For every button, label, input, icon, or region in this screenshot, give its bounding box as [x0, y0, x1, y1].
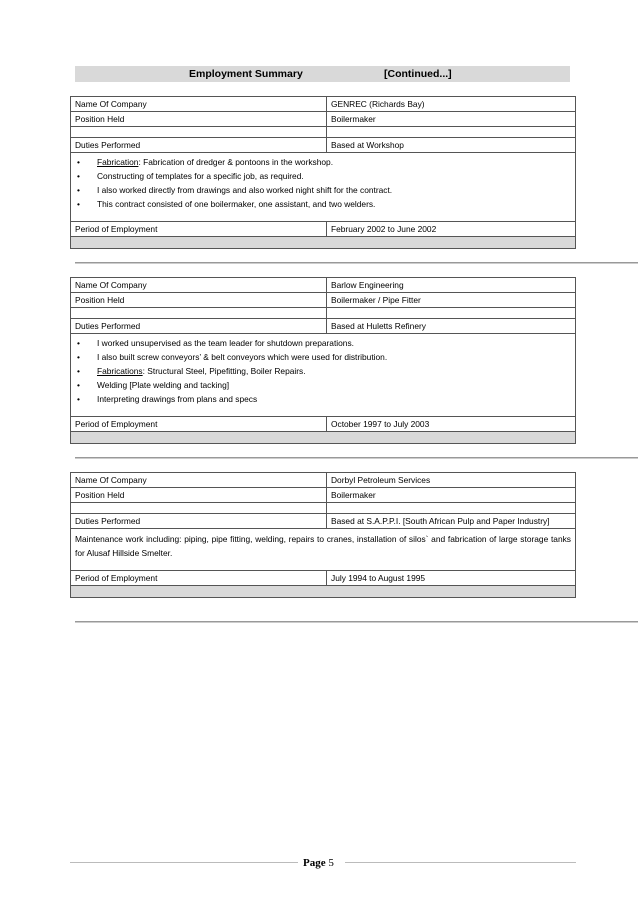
table-row-shaded	[71, 432, 576, 444]
list-item: • Interpreting drawings from plans and specs	[77, 394, 258, 404]
position-value: Boilermaker / Pipe Fitter	[327, 293, 576, 308]
duties-row	[71, 153, 576, 222]
continued-label: [Continued...]	[384, 68, 452, 80]
position-label: Position Held	[71, 112, 327, 127]
list-item: • Fabrications: Structural Steel, Pipefitting, Boiler Repairs.	[77, 366, 306, 376]
list-item: • Fabrication: Fabrication of dredger & pontoons in the workshop.	[77, 157, 334, 167]
table-row	[71, 222, 576, 237]
company-value: Barlow Engineering	[327, 278, 576, 293]
table-row	[71, 473, 576, 488]
duties-list-cell	[71, 334, 576, 417]
period-value: July 1994 to August 1995	[327, 571, 576, 586]
duties-location: Based at Huletts Refinery	[327, 319, 576, 334]
company-label: Name Of Company	[71, 97, 327, 112]
section-divider	[75, 621, 638, 623]
company-value: GENREC (Richards Bay)	[327, 97, 576, 112]
duties-label: Duties Performed	[71, 514, 327, 529]
duties-list	[75, 336, 571, 406]
period-value: October 1997 to July 2003	[327, 417, 576, 432]
page-number	[303, 857, 334, 869]
duties-location: Based at S.A.P.P.I. [South African Pulp and Paper Industry]	[327, 514, 576, 529]
duties-list-cell	[71, 153, 576, 222]
duties-list	[75, 155, 571, 211]
job-table-1	[70, 96, 576, 249]
table-row	[71, 417, 576, 432]
period-label: Period of Employment	[71, 417, 327, 432]
table-row-blank	[71, 127, 576, 138]
table-row-shaded	[71, 237, 576, 249]
job-table-2	[70, 277, 576, 444]
duties-description: Maintenance work including: piping, pipe fitting, welding, repairs to cranes, installation of silos` and fabrication of large storage tanks for Alusaf Hillside Smelter.	[71, 529, 576, 571]
table-row	[71, 319, 576, 334]
duties-location: Based at Workshop	[327, 138, 576, 153]
duties-label: Duties Performed	[71, 138, 327, 153]
footer-rule-right	[345, 862, 576, 863]
table-row-blank	[71, 503, 576, 514]
table-row	[71, 112, 576, 127]
period-value: February 2002 to June 2002	[327, 222, 576, 237]
list-item: • I worked unsupervised as the team leader for shutdown preparations.	[77, 338, 354, 348]
company-label: Name Of Company	[71, 278, 327, 293]
list-item: • I also worked directly from drawings and also worked night shift for the contract.	[77, 185, 393, 195]
section-divider	[75, 262, 638, 264]
description-row	[71, 529, 576, 571]
table-row-blank	[71, 308, 576, 319]
table-row	[71, 278, 576, 293]
list-item: • I also built screw conveyors’ & belt conveyors which were used for distribution.	[77, 352, 388, 362]
table-row-shaded	[71, 586, 576, 598]
footer-rule-left	[70, 862, 298, 863]
period-label: Period of Employment	[71, 571, 327, 586]
duties-label: Duties Performed	[71, 319, 327, 334]
employment-summary-header	[75, 66, 570, 82]
table-row	[71, 138, 576, 153]
position-label: Position Held	[71, 293, 327, 308]
list-item: • Constructing of templates for a specific job, as required.	[77, 171, 304, 181]
job-table-3	[70, 472, 576, 598]
page-number-value: 5	[328, 857, 334, 869]
position-value: Boilermaker	[327, 488, 576, 503]
bullet-icon: •	[77, 171, 80, 181]
table-row	[71, 514, 576, 529]
list-item: • This contract consisted of one boilermaker, one assistant, and two welders.	[77, 199, 376, 209]
page-label: Page	[303, 857, 326, 869]
position-value: Boilermaker	[327, 112, 576, 127]
duties-row	[71, 334, 576, 417]
table-row	[71, 488, 576, 503]
bullet-icon: •	[77, 157, 80, 167]
bullet-icon: •	[77, 380, 80, 390]
position-label: Position Held	[71, 488, 327, 503]
bullet-icon: •	[77, 185, 80, 195]
bullet-icon: •	[77, 394, 80, 404]
section-title: Employment Summary	[189, 68, 303, 80]
company-label: Name Of Company	[71, 473, 327, 488]
table-row	[71, 571, 576, 586]
period-label: Period of Employment	[71, 222, 327, 237]
section-divider	[75, 457, 638, 459]
bullet-icon: •	[77, 352, 80, 362]
list-item: • Welding [Plate welding and tacking]	[77, 380, 230, 390]
table-row	[71, 97, 576, 112]
bullet-icon: •	[77, 366, 80, 376]
bullet-icon: •	[77, 199, 80, 209]
bullet-icon: •	[77, 338, 80, 348]
table-row	[71, 293, 576, 308]
company-value: Dorbyl Petroleum Services	[327, 473, 576, 488]
